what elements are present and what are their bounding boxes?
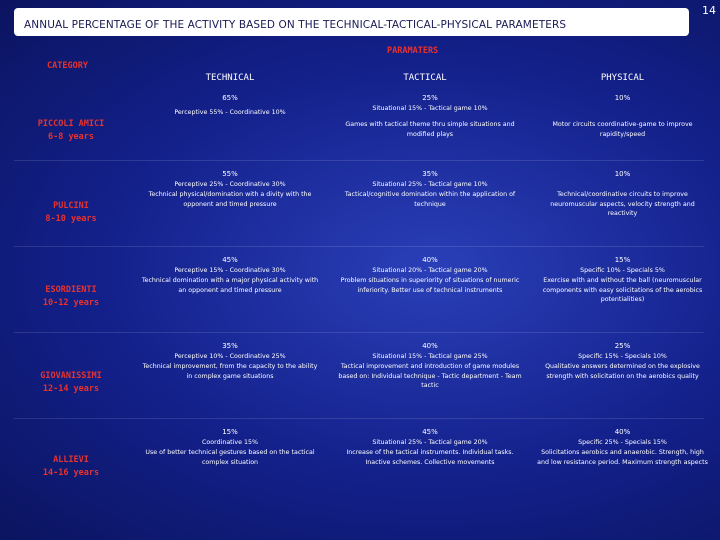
tactical-description: Increase of the tactical instruments. Individual tasks. Inactive schemes. Collective movements [346,449,514,466]
tactical-description: Games with tactical theme thru simple situations and modified plays [345,121,515,138]
category-line: ALLIEVI [53,455,89,465]
row-divider [14,160,704,161]
tactical-percentage: 35% [422,170,438,178]
technical-split: Perceptive 25% - Coordinative 30% [174,181,286,188]
technical-description: Technical improvement, from the capacity to the ability in complex game situations [142,363,318,380]
physical-description: Exercise with and without the ball (neuromuscular components with easy solicitations of the aerobics potentialities) [542,277,703,303]
physical-percentage: 15% [614,256,631,264]
page-title: ANNUAL PERCENTAGE OF THE ACTIVITY BASED ON THE TECHNICAL-TACTICAL-PHYSICAL PARAMETERS [24,19,567,31]
category-label [22,454,120,480]
physical-percentage: 10% [614,170,631,178]
category-line: 8-10 years [45,214,97,224]
physical-split: Specific 10% - Specials 5% [580,267,665,274]
row-divider [14,332,704,333]
physical-description: Qualitative answers determined on the explosive strength with solicitation on the aerobics quality [545,363,700,380]
category-line: PICCOLI AMICI [37,119,105,129]
tactical-description: Tactical/cognitive domination within the application of technique [344,191,516,208]
technical-split: Perceptive 10% - Coordinative 25% [174,353,286,360]
tactical-description: Tactical improvement and introduction of game modules based on: Individual technique - Tactic department - Team tactic [338,363,522,389]
category-line: 10-12 years [42,298,100,308]
category-label [22,370,120,396]
technical-split: Perceptive 55% - Coordinative 10% [174,109,286,116]
page-number: 14 [702,4,716,17]
category-line: 12-14 years [42,384,100,394]
tactical-split: Situational 20% - Tactical game 20% [372,267,488,274]
technical-description: Technical physical/domination with a divity with the opponent and timed pressure [148,191,312,208]
tactical-split: Situational 15% - Tactical game 25% [372,353,488,360]
physical-description: Technical/coordinative circuits to improve neuromuscular aspects, velocity strength and reactivity [550,191,695,217]
category-header: CATEGORY [47,61,88,71]
category-line: PULCINI [53,201,89,211]
tactical-split: Situational 15% - Tactical game 10% [372,105,488,112]
tactical-description: Problem situations in superiority of situations of numeric inferiority. Better use of technical instruments [340,277,520,294]
technical-description: Use of better technical gestures based on the tactical complex situation [145,449,315,466]
physical-description: Solicitations aerobics and anaerobic. Strength, high and low resistance period. Maximum strength aspects [537,449,708,466]
category-line: 14-16 years [42,468,100,478]
tactical-percentage: 40% [422,342,438,350]
tactical-percentage: 25% [422,94,438,102]
parameters-header: PARAMATERS [387,46,439,56]
tactical-percentage: 45% [422,428,438,436]
tactical-header: TACTICAL [403,73,447,83]
technical-split: Coordinative 15% [202,439,258,446]
category-line: ESORDIENTI [45,285,97,295]
technical-description: Technical domination with a major physical activity with an opponent and timed pressure [141,277,319,294]
physical-header: PHYSICAL [600,73,645,83]
tactical-percentage: 40% [422,256,438,264]
technical-percentage: 15% [222,428,238,436]
category-label [22,284,120,310]
category-line: GIOVANISSIMI [40,371,102,381]
tactical-split: Situational 25% - Tactical game 20% [372,439,488,446]
title-bar [14,8,689,36]
physical-description: Motor circuits coordinative-game to improve rapidity/speed [552,121,693,138]
category-label [22,118,120,144]
category-line: 6-8 years [47,132,95,142]
physical-percentage: 40% [614,428,631,436]
physical-split: Specific 25% - Specials 15% [578,439,667,446]
physical-split: Specific 15% - Specials 10% [578,353,667,360]
row-divider [14,418,704,419]
technical-percentage: 35% [222,342,238,350]
technical-percentage: 45% [222,256,238,264]
physical-percentage: 10% [614,94,631,102]
physical-percentage: 25% [614,342,631,350]
technical-percentage: 65% [222,94,238,102]
technical-percentage: 55% [222,170,238,178]
row-divider [14,246,704,247]
tactical-split: Situational 25% - Tactical game 10% [372,181,488,188]
technical-header: TECHNICAL [205,73,255,83]
technical-split: Perceptive 15% - Coordinative 30% [174,267,286,274]
category-label [22,200,120,226]
